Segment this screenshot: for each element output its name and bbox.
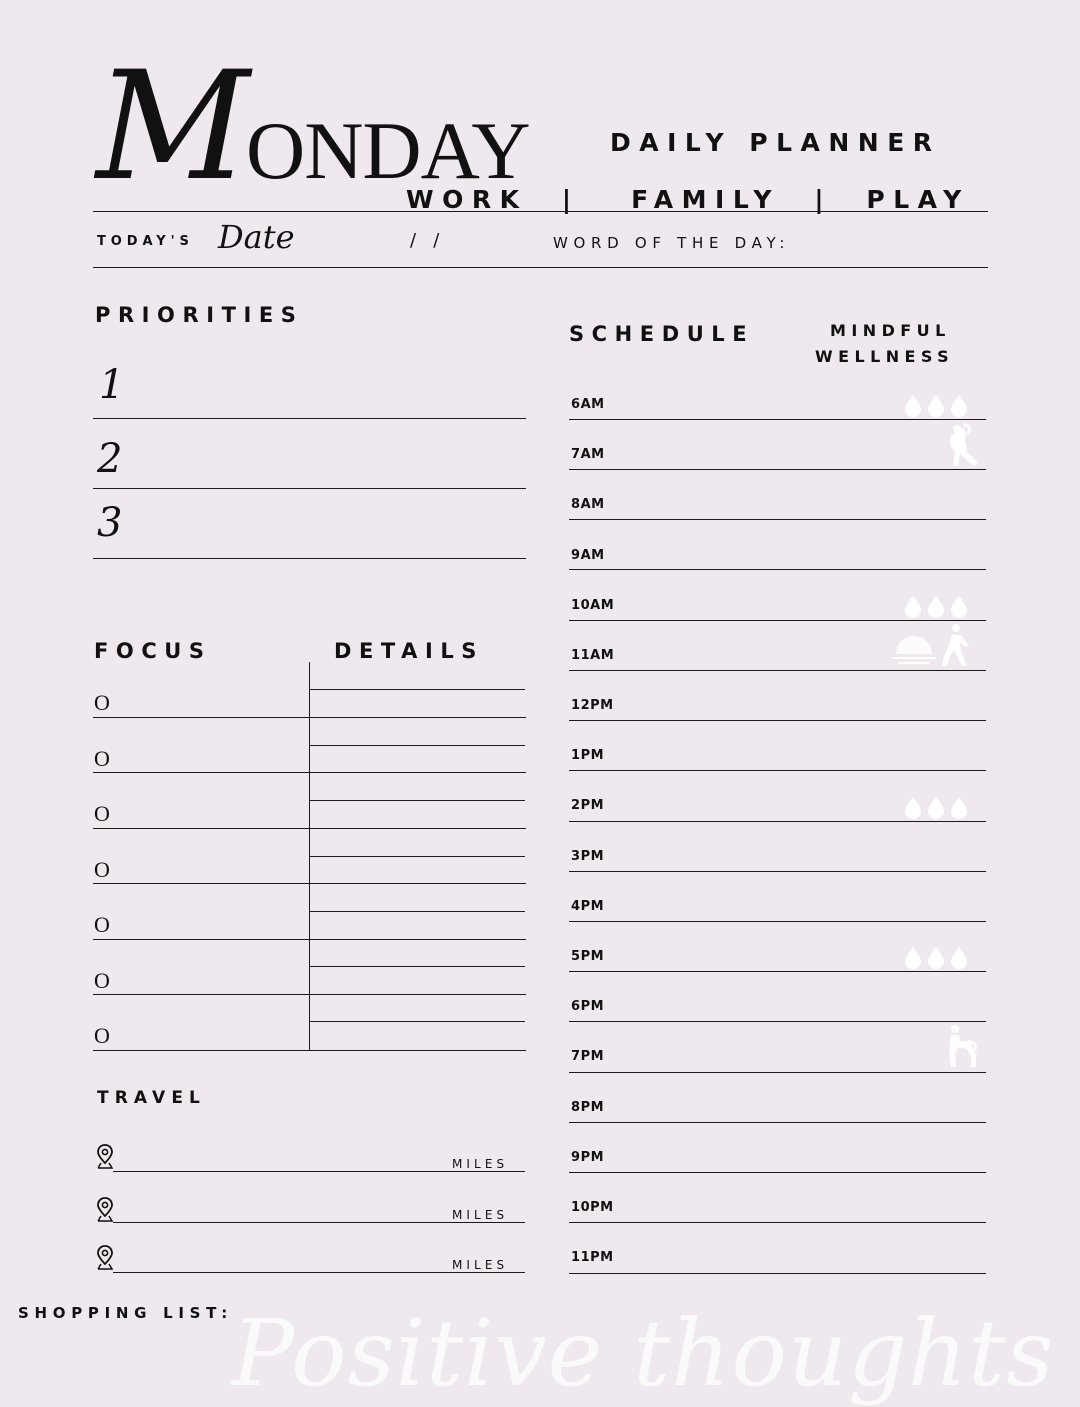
time-label: 10PM: [571, 1200, 614, 1215]
priority-line-3[interactable]: [93, 558, 526, 559]
time-label: 8AM: [571, 497, 605, 512]
positive-thoughts-watermark: Positive thoughts: [232, 1300, 1055, 1407]
sunrise-walk-icon: [890, 622, 976, 668]
map-pin-icon: [95, 1196, 115, 1224]
title-day: ONDAY: [246, 105, 530, 196]
schedule-line[interactable]: [569, 971, 986, 972]
focus-line[interactable]: [93, 828, 526, 829]
priority-number-1: 1: [99, 362, 125, 408]
details-line[interactable]: [310, 745, 525, 746]
header-divider: [93, 211, 988, 212]
water-drops-icon[interactable]: [903, 945, 969, 969]
priority-number-3: 3: [97, 500, 123, 546]
priority-number-2: 2: [97, 436, 123, 482]
details-line[interactable]: [310, 1021, 525, 1022]
focus-bullet[interactable]: O: [94, 1023, 110, 1048]
title-initial: M: [96, 40, 250, 214]
priority-line-1[interactable]: [93, 418, 526, 419]
focus-line[interactable]: [93, 939, 526, 940]
schedule-line[interactable]: [569, 1273, 986, 1274]
schedule-title: SCHEDULE: [569, 322, 755, 346]
travel-line[interactable]: [113, 1222, 525, 1223]
wellness-line-1: MINDFUL: [830, 321, 951, 340]
time-label: 11AM: [571, 648, 615, 663]
travel-title: TRAVEL: [97, 1088, 207, 1108]
schedule-line[interactable]: [569, 670, 986, 671]
word-of-day-label: WORD OF THE DAY:: [553, 234, 791, 252]
date-script-label: Date: [218, 218, 295, 256]
time-label: 6PM: [571, 999, 605, 1014]
time-label: 8PM: [571, 1100, 605, 1115]
schedule-line[interactable]: [569, 419, 986, 420]
time-label: 7PM: [571, 1049, 605, 1064]
time-label: 5PM: [571, 949, 605, 964]
todays-label: TODAY'S: [97, 234, 194, 249]
travel-line[interactable]: [113, 1171, 525, 1172]
schedule-line[interactable]: [569, 620, 986, 621]
schedule-line[interactable]: [569, 770, 986, 771]
focus-bullet[interactable]: O: [94, 912, 110, 937]
miles-label: MILES: [452, 1157, 509, 1171]
schedule-line[interactable]: [569, 921, 986, 922]
time-label: 6AM: [571, 397, 605, 412]
time-label: 7AM: [571, 447, 605, 462]
details-line[interactable]: [310, 689, 525, 690]
shopping-list-label: SHOPPING LIST:: [18, 1304, 233, 1322]
focus-line[interactable]: [93, 772, 526, 773]
water-drops-icon[interactable]: [903, 594, 969, 618]
schedule-line[interactable]: [569, 821, 986, 822]
time-label: 10AM: [571, 598, 615, 613]
focus-bullet[interactable]: O: [94, 801, 110, 826]
priority-line-2[interactable]: [93, 488, 526, 489]
schedule-line[interactable]: [569, 519, 986, 520]
subtitle: DAILY PLANNER: [610, 128, 941, 157]
travel-line[interactable]: [113, 1272, 525, 1273]
stretch-figure-icon: [945, 422, 981, 468]
focus-line[interactable]: [93, 1050, 526, 1051]
map-pin-icon: [95, 1143, 115, 1171]
details-line[interactable]: [310, 966, 525, 967]
focus-bullet[interactable]: O: [94, 857, 110, 882]
focus-bullet[interactable]: O: [94, 690, 110, 715]
time-label: 1PM: [571, 748, 605, 763]
priorities-title: PRIORITIES: [95, 303, 304, 327]
water-drops-icon[interactable]: [903, 393, 969, 417]
schedule-line[interactable]: [569, 871, 986, 872]
date-divider: [93, 267, 988, 268]
schedule-line[interactable]: [569, 720, 986, 721]
focus-bullet[interactable]: O: [94, 968, 110, 993]
focus-bullet[interactable]: O: [94, 746, 110, 771]
date-slashes[interactable]: / /: [410, 230, 440, 251]
schedule-line[interactable]: [569, 1172, 986, 1173]
schedule-line[interactable]: [569, 1021, 986, 1022]
time-label: 2PM: [571, 798, 605, 813]
time-label: 9PM: [571, 1150, 605, 1165]
time-label: 4PM: [571, 899, 605, 914]
wellness-line-2: WELLNESS: [815, 347, 955, 366]
schedule-line[interactable]: [569, 569, 986, 570]
categories: WORK | FAMILY | PLAY: [406, 185, 970, 214]
details-line[interactable]: [310, 856, 525, 857]
miles-label: MILES: [452, 1208, 509, 1222]
schedule-line[interactable]: [569, 1222, 986, 1223]
water-drops-icon[interactable]: [903, 795, 969, 819]
details-line[interactable]: [310, 800, 525, 801]
focus-line[interactable]: [93, 717, 526, 718]
schedule-line[interactable]: [569, 469, 986, 470]
focus-title: FOCUS: [94, 639, 212, 663]
miles-label: MILES: [452, 1258, 509, 1272]
details-title: DETAILS: [334, 639, 484, 663]
time-label: 11PM: [571, 1250, 614, 1265]
details-line[interactable]: [310, 911, 525, 912]
focus-line[interactable]: [93, 994, 526, 995]
schedule-line[interactable]: [569, 1122, 986, 1123]
time-label: 12PM: [571, 698, 614, 713]
time-label: 3PM: [571, 849, 605, 864]
focus-line[interactable]: [93, 883, 526, 884]
stretch-figure-icon: [945, 1023, 983, 1069]
time-label: 9AM: [571, 548, 605, 563]
schedule-line[interactable]: [569, 1072, 986, 1073]
map-pin-icon: [95, 1244, 115, 1272]
